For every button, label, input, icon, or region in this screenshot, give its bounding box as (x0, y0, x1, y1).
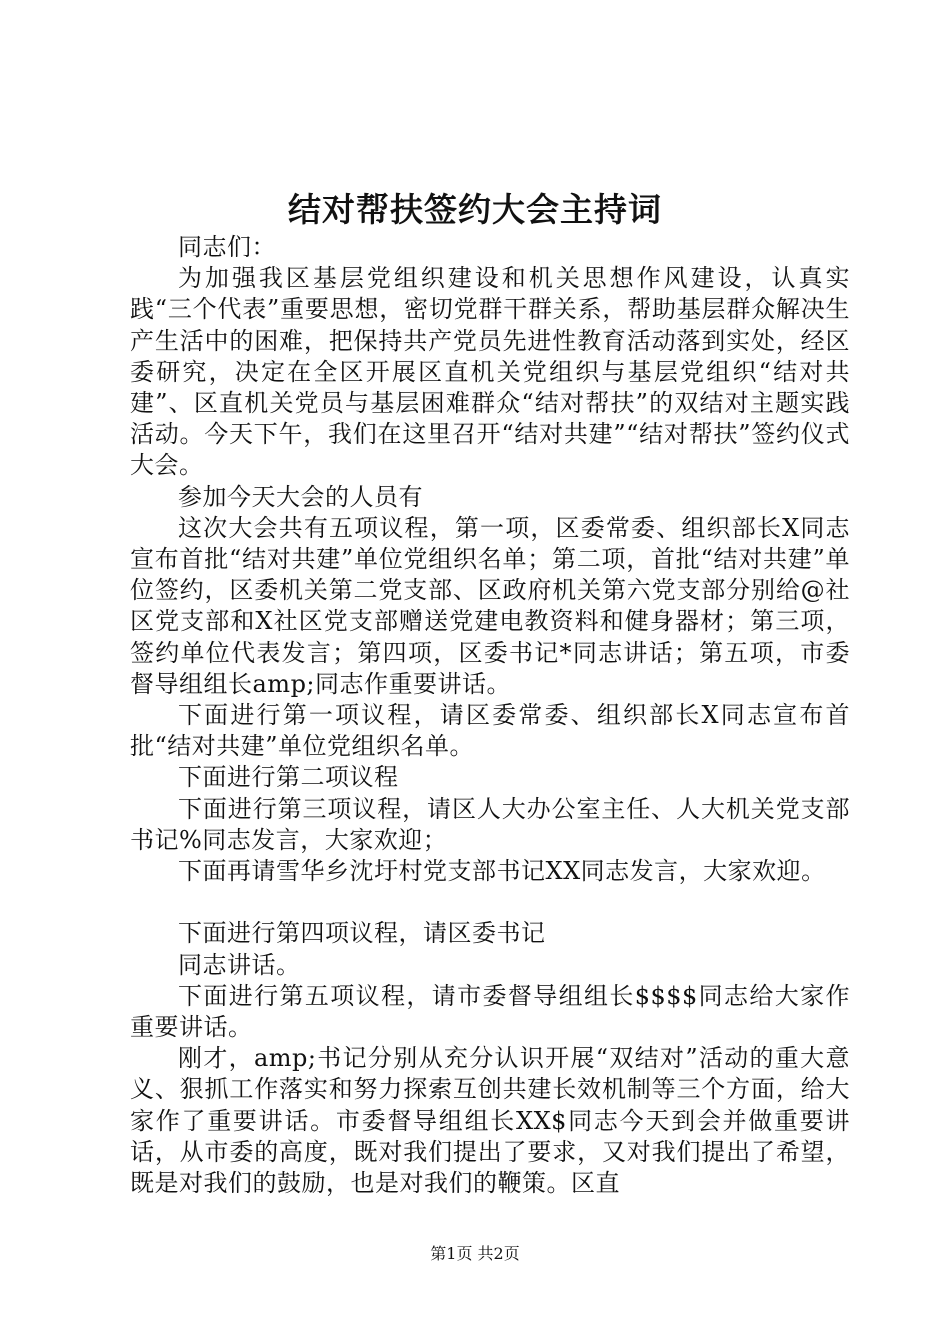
paragraph-item-three-second-speaker: 下面再请雪华乡沈圩村党支部书记XX同志发言，大家欢迎。 (178, 857, 826, 886)
paragraph-item-four: 下面进行第四项议程，请区委书记 (178, 919, 546, 948)
paragraph-attendees: 参加今天大会的人员有 (178, 482, 423, 511)
page-number-footer: 第1页 共2页 (430, 1244, 520, 1263)
document-body (130, 232, 850, 1199)
paragraph-salutation: 同志们： (178, 233, 276, 261)
paragraph-opening: 为加强我区基层党组织建设和机关思想作风建设，认真实践“三个代表”重要思想，密切党群干群关系，帮助基层群众解决生产生活中的困难，把保持共产党员先进性教育活动落到实处，经区委研究，决定在全区开展区直机关党组织与基层党组织“结对共建”、区直机关党员与基层困难群众“结对帮扶”的双结对主题实践活动。今天下午，我们在这里召开“结对共建”“结对帮扶”签约仪式大会。 (130, 264, 850, 480)
paragraph-agenda: 这次大会共有五项议程，第一项，区委常委、组织部长X同志宣布首批“结对共建”单位党组织名单；第二项，首批“结对共建”单位签约，区委机关第二党支部、区政府机关第六党支部分别给@社区党支部和X社区党支部赠送党建电教资料和健身器材；第三项，签约单位代表发言；第四项，区委书记*同志讲话；第五项，市委督导组组长amp;同志作重要讲话。 (130, 513, 850, 698)
paragraph-item-three: 下面进行第三项议程，请区人大办公室主任、人大机关党支部书记%同志发言，大家欢迎； (130, 794, 850, 854)
paragraph-item-two: 下面进行第二项议程 (178, 763, 399, 792)
paragraph-blank (130, 887, 850, 918)
paragraph-item-five: 下面进行第五项议程，请市委督导组组长$$$$同志给大家作重要讲话。 (130, 981, 850, 1042)
paragraph-item-one: 下面进行第一项议程，请区委常委、组织部长X同志宣布首批“结对共建”单位党组织名单。 (130, 701, 850, 761)
document-title: 结对帮扶签约大会主持词 (288, 190, 662, 229)
paragraph-item-four-continued: 同志讲话。 (178, 950, 301, 979)
paragraph-summary: 刚才，amp;书记分别从充分认识开展“双结对”活动的重大意义、狠抓工作落实和努力探索互创共建长效机制等三个方面，给大家作了重要讲话。市委督导组组长XX$同志今天到会并做重要讲话，从市委的高度，既对我们提出了要求，又对我们提出了希望，既是对我们的鼓励，也是对我们的鞭策。区直 (130, 1044, 850, 1198)
